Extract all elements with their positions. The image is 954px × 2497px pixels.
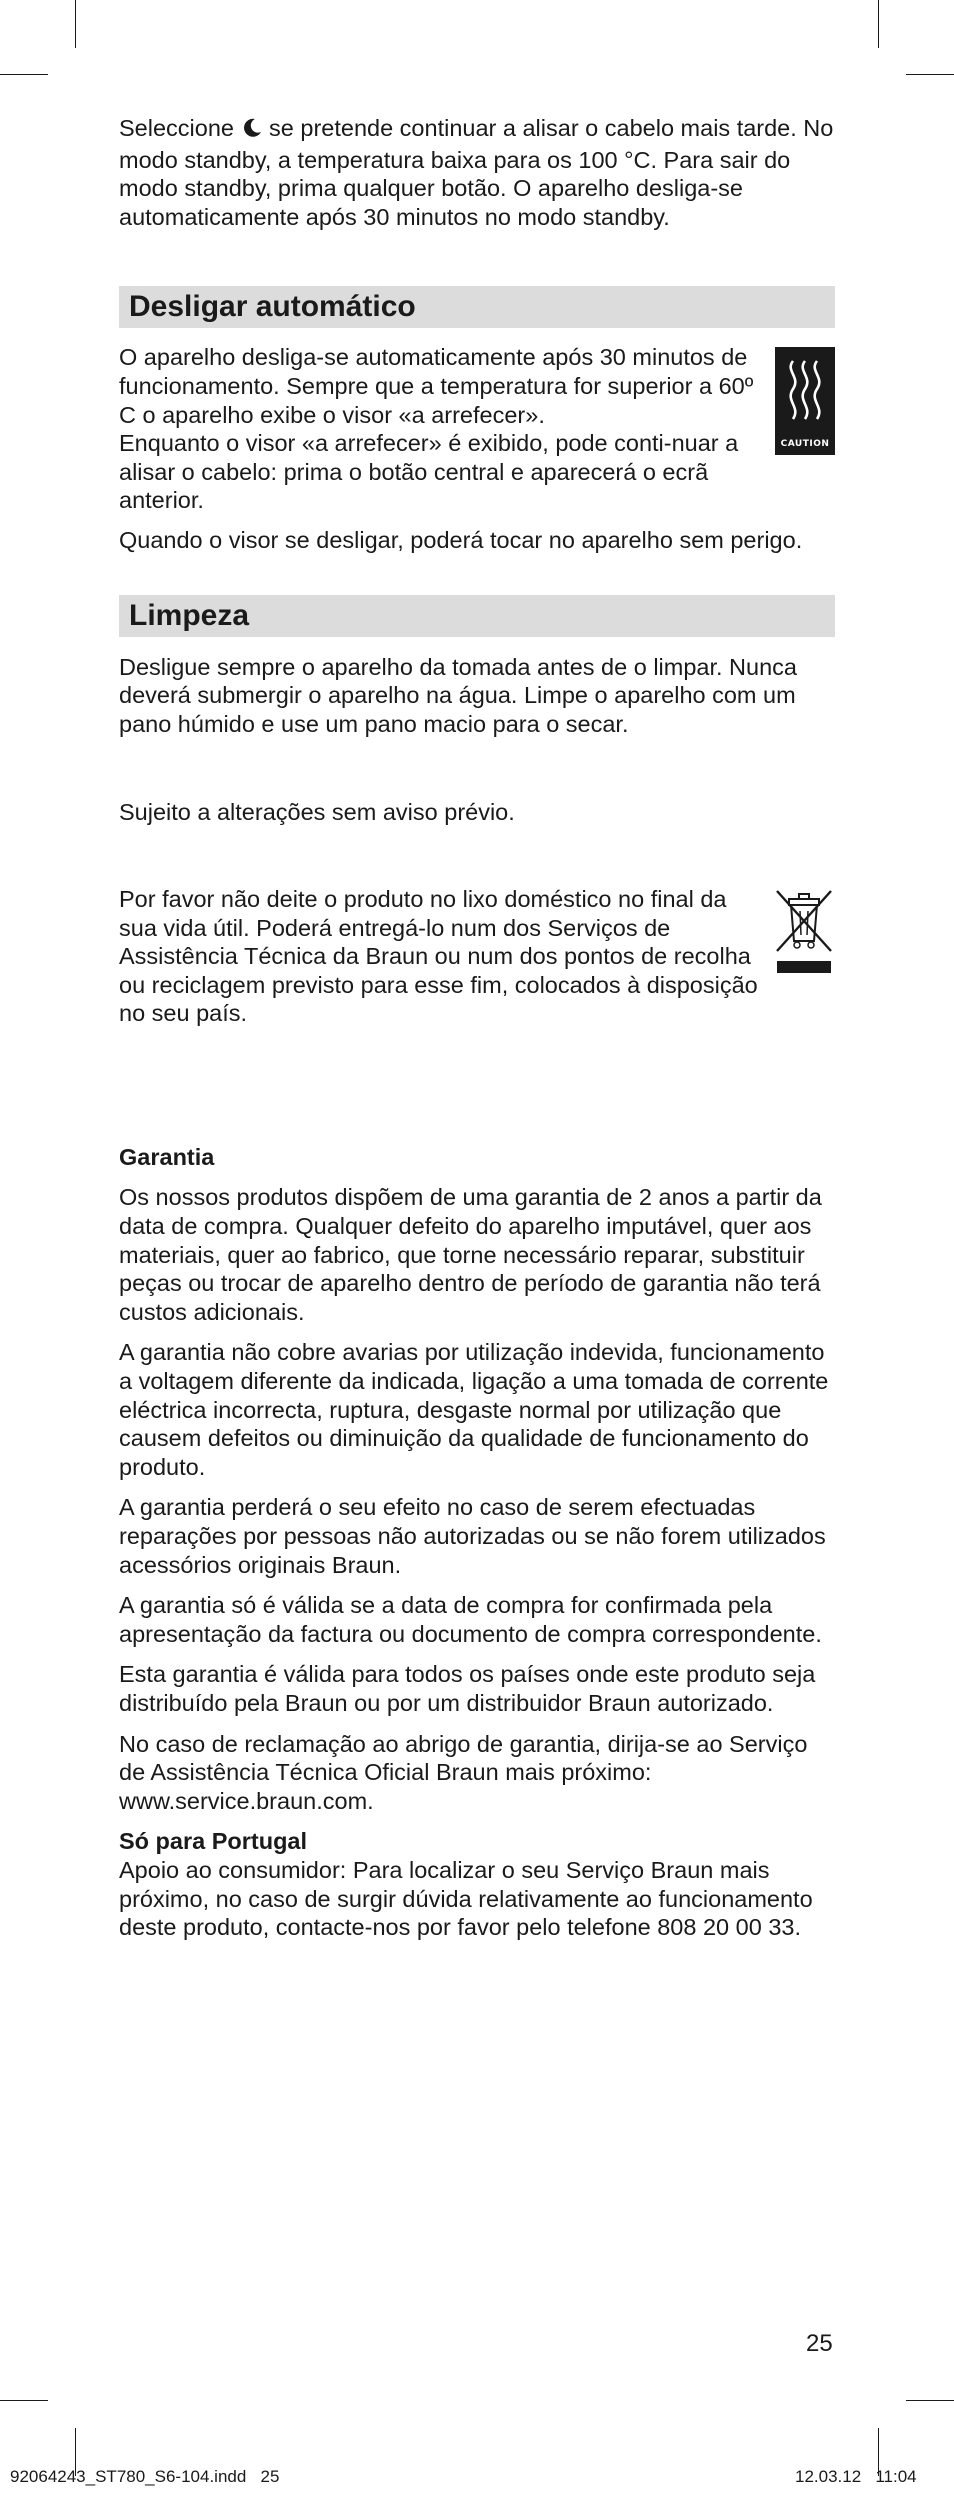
section-title-auto-off: Desligar automático: [119, 286, 835, 328]
warranty-paragraph: A garantia perderá o seu efeito no caso de serem efectuadas reparações por pessoas não autorizadas ou se não forem utilizados acessórios originais Braun.: [119, 1494, 826, 1578]
warranty-paragraph: A garantia não cobre avarias por utilização indevida, funcionamento a voltagem diferente da indicada, ligação a uma tomada de corrente eléctrica incorrecta, ruptura, desgaste normal por utilização que causem defeitos ou diminuição da qualidade de funcionamento do produto.: [119, 1339, 829, 1480]
standby-lead: Seleccione: [119, 115, 234, 141]
warranty-title: Garantia: [119, 1143, 215, 1170]
warranty-paragraph: Os nossos produtos dispõem de uma garantia de 2 anos a partir da data de compra. Qualquer defeito do aparelho imputável, quer aos materiais, quer ao fabrico, que torne necessário reparar, substituir peças ou trocar de aparelho dentro de período de garantia não terá custos adicionais.: [119, 1184, 822, 1325]
crop-mark: [0, 74, 48, 75]
warranty-paragraph: No caso de reclamação ao abrigo de garantia, dirija-se ao Serviço de Assistência Técnica Oficial Braun mais próximo: www.service.braun.com.: [119, 1730, 808, 1814]
disposal-paragraph: Por favor não deite o produto no lixo doméstico no final da sua vida útil. Poderá entregá-lo num dos Serviços de Assistência Técnica da Braun ou num dos pontos de recolha ou reciclagem previsto para esse fim, colocados à disposição no seu país.: [119, 885, 758, 1027]
crop-mark: [75, 0, 76, 48]
auto-off-block: [119, 343, 835, 515]
page-number: 25: [806, 2330, 833, 2357]
portugal-paragraph: Apoio ao consumidor: Para localizar o seu Serviço Braun mais próximo, no caso de surgir dúvida relativamente ao funcionamento deste produto, contacte-nos por favor pelo telefone 808 20 00 33.: [119, 1856, 813, 1941]
crossed-bin-icon: [773, 885, 835, 977]
standby-text: se pretende continuar a alisar o cabelo mais tarde. No modo standby, a temperatura baixa para os 100 °C. Para sair do modo standby, prima qualquer botão. O aparelho desliga-se automaticamente após 30 minutos no modo standby.: [119, 115, 834, 230]
warranty-paragraph: A garantia só é válida se a data de compra for confirmada pela apresentação da factura ou documento de compra correspondente.: [119, 1592, 822, 1647]
caution-icon: [775, 347, 835, 455]
auto-off-paragraph: Enquanto o visor «a arrefecer» é exibido, pode conti-nuar a alisar o cabelo: prima o botão central e aparecerá o ecrã anterior.: [119, 430, 739, 514]
footer-file: 92064243_ST780_S6-104.indd 25: [10, 2467, 280, 2486]
notice-text: Sujeito a alterações sem aviso prévio.: [119, 799, 515, 826]
page-content: [119, 114, 835, 1942]
moon-icon: [241, 117, 263, 146]
caution-label: CAUTION: [780, 439, 830, 450]
auto-off-paragraph: O aparelho desliga-se automaticamente após 30 minutos de funcionamento. Sempre que a temperatura for superior a 60º C o aparelho exibe o visor «a arrefecer».: [119, 344, 754, 428]
footer-date: 12.03.12 11:04: [795, 2467, 917, 2486]
auto-off-paragraph: Quando o visor se desligar, poderá tocar no aparelho sem perigo.: [119, 526, 803, 553]
section-title-cleaning: Limpeza: [119, 595, 835, 637]
crop-mark: [878, 0, 879, 48]
crop-mark: [0, 2400, 48, 2401]
disposal-block: [119, 885, 835, 1028]
portugal-title: Só para Portugal: [119, 1828, 308, 1855]
standby-paragraph: [119, 114, 835, 231]
crop-mark: [906, 2400, 954, 2401]
cleaning-paragraph: Desligue sempre o aparelho da tomada antes de o limpar. Nunca deverá submergir o aparelho na água. Limpe o aparelho com um pano húmido e use um pano macio para o secar.: [119, 653, 797, 737]
warranty-paragraph: Esta garantia é válida para todos os países onde este produto seja distribuído pela Braun ou por um distribuidor Braun autorizado.: [119, 1661, 816, 1716]
crop-mark: [906, 74, 954, 75]
